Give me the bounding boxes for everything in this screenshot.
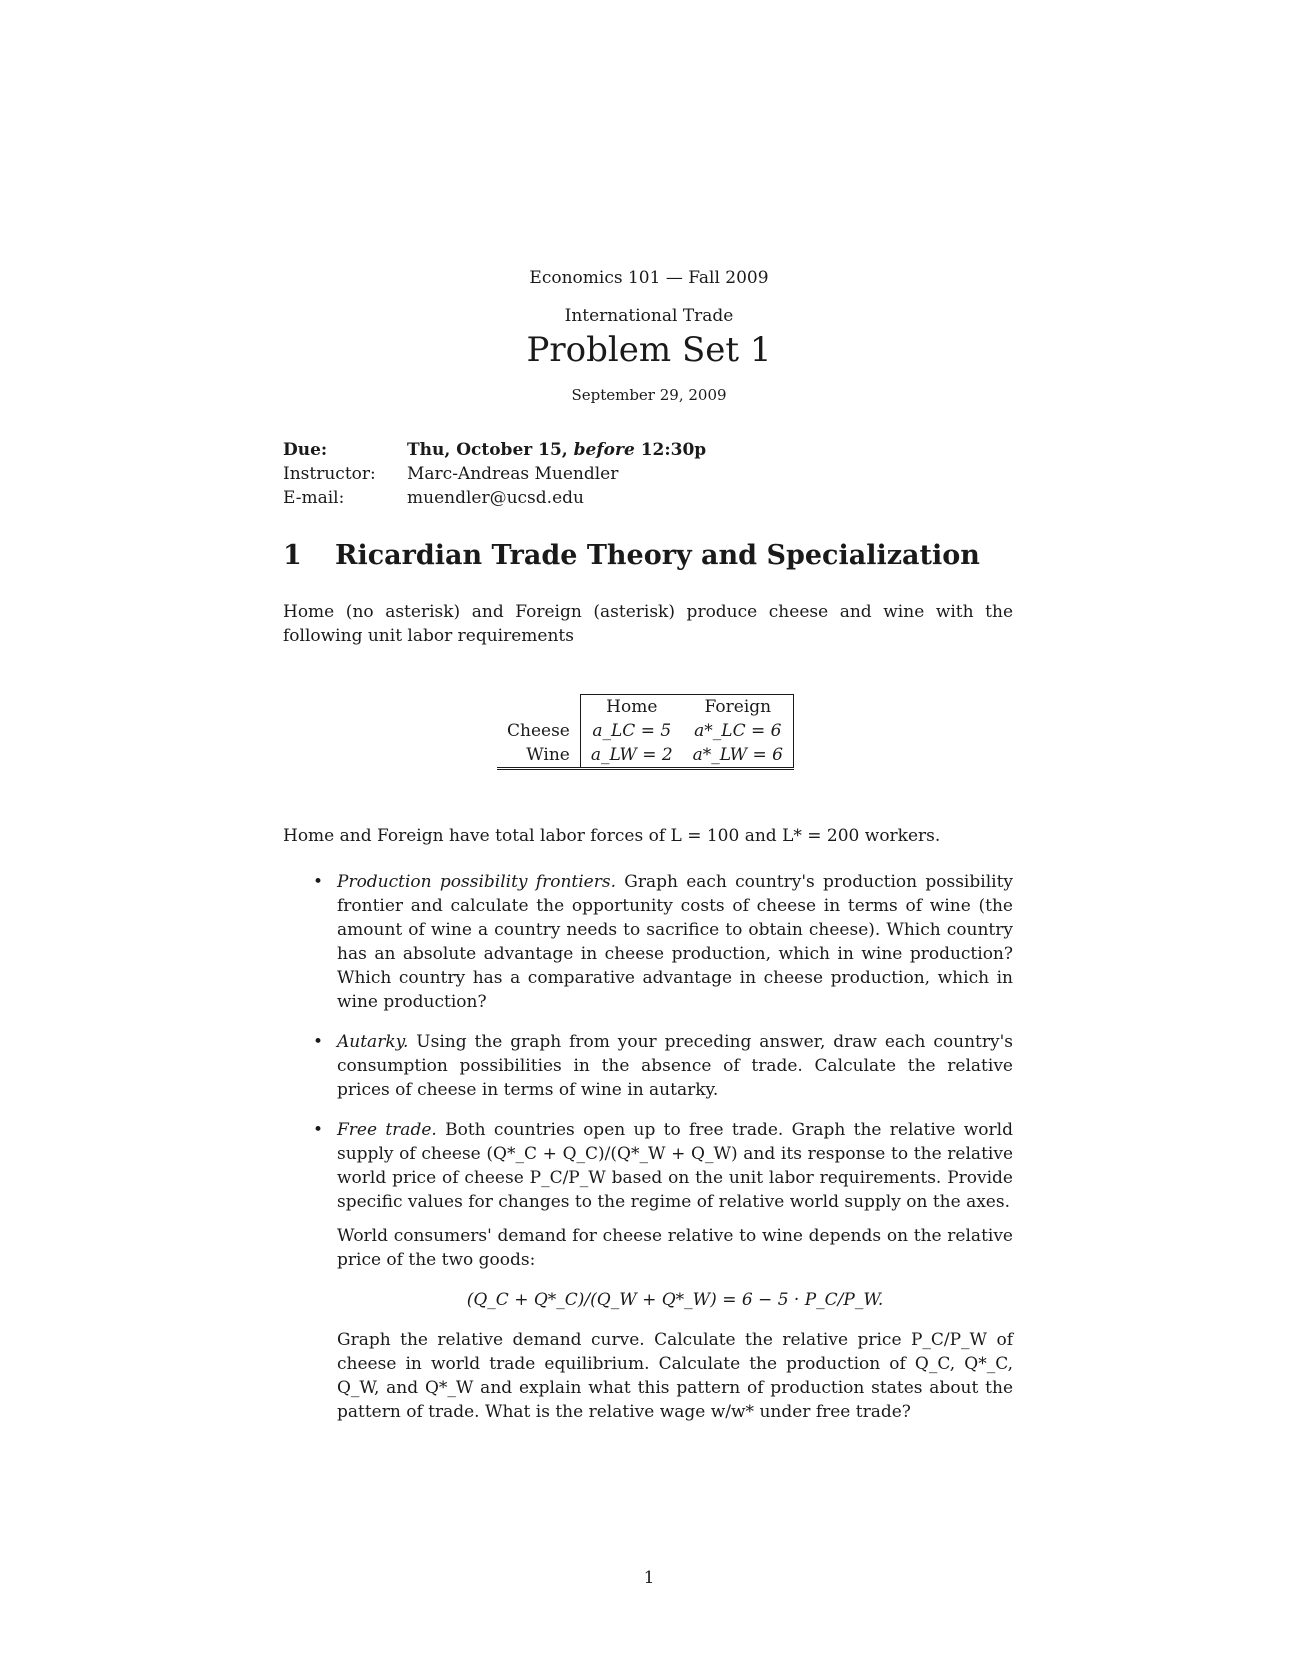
table-cell-home: a_LC = 5 bbox=[592, 721, 672, 741]
item-text: Graph each country's production possibility frontier and calculate the opportunity costs of cheese in terms of wine (the amount of wine a country needs to sacrifice to obtain cheese). Which country has an absolute advantage in cheese production, which in wine production? Which country has a comparative advantage in cheese production, which in wine production? bbox=[337, 872, 1014, 1012]
question-list bbox=[313, 870, 1013, 1440]
table-cell-foreign: a*_LW = 6 bbox=[683, 743, 794, 769]
item-title: Production possibility frontiers. bbox=[337, 872, 616, 892]
page-title: Problem Set 1 bbox=[526, 330, 772, 370]
instructor-row bbox=[283, 462, 706, 486]
page-number: 1 bbox=[643, 1568, 655, 1588]
instructor-label: Instructor: bbox=[283, 464, 376, 484]
bullet-icon: • bbox=[313, 872, 324, 892]
course-line: Economics 101 — Fall 2009 bbox=[529, 268, 769, 288]
due-value-part1: Thu, October 15, bbox=[407, 440, 568, 460]
table-cell-home: a_LW = 2 bbox=[580, 743, 682, 769]
table-row-label: Cheese bbox=[497, 719, 580, 743]
item-paragraph bbox=[337, 1118, 1013, 1214]
due-label: Due: bbox=[283, 440, 328, 460]
due-value-part2: 12:30p bbox=[640, 440, 707, 460]
table-cell-foreign: a*_LC = 6 bbox=[683, 719, 794, 743]
section-title: Ricardian Trade Theory and Specialization bbox=[335, 540, 980, 571]
item-text: Using the graph from your preceding answer, draw each country's consumption possibilities in the absence of trade. Calculate the relative prices of cheese in terms of wine in autarky. bbox=[337, 1032, 1013, 1100]
email-value[interactable]: muendler@ucsd.edu bbox=[407, 488, 584, 508]
item-text: Both countries open up to free trade. Graph the relative world supply of cheese (Q*_C + Q_C)/(Q*_W + Q_W) and its response to the relative world price of cheese P_C/P_W based on the unit labor requirements. Provide specific values for changes to the regime of relative world supply on the axes. bbox=[337, 1120, 1013, 1212]
item-title: Free trade. bbox=[337, 1120, 437, 1140]
date-line: September 29, 2009 bbox=[571, 386, 727, 404]
bullet-icon: • bbox=[313, 1120, 324, 1140]
instructor-value: Marc-Andreas Muendler bbox=[407, 464, 619, 484]
demand-equation: (Q_C + Q*_C)/(Q_W + Q*_W) = 6 − 5 · P_C/P_W. bbox=[466, 1290, 884, 1310]
table-header-foreign: Foreign bbox=[683, 695, 794, 720]
due-value-emphasis: before bbox=[573, 440, 635, 460]
labor-requirements-table bbox=[497, 694, 794, 770]
email-row bbox=[283, 486, 706, 510]
table-header-home: Home bbox=[580, 695, 682, 720]
table-row bbox=[497, 743, 793, 769]
labor-force-paragraph: Home and Foreign have total labor forces of L = 100 and L* = 200 workers. bbox=[283, 826, 941, 846]
section-number: 1 bbox=[283, 540, 302, 571]
subject-line: International Trade bbox=[564, 306, 734, 326]
item-title: Autarky. bbox=[337, 1032, 409, 1052]
item-paragraph: Graph the relative demand curve. Calculate the relative price P_C/P_W of cheese in world trade equilibrium. Calculate the production of Q_C, Q*_C, Q_W, and Q*_W and explain what this pattern of production states about the pattern of trade. What is the relative wage w/w* under free trade? bbox=[337, 1330, 1013, 1422]
table-row bbox=[497, 719, 793, 743]
table-corner bbox=[497, 695, 580, 720]
intro-paragraph: Home (no asterisk) and Foreign (asterisk) produce cheese and wine with the following unit labor requirements bbox=[283, 602, 1013, 646]
list-item bbox=[313, 1030, 1013, 1102]
due-row bbox=[283, 438, 706, 462]
list-item bbox=[313, 870, 1013, 1014]
table-row-label: Wine bbox=[497, 743, 580, 769]
email-label: E-mail: bbox=[283, 488, 345, 508]
section-heading bbox=[283, 540, 980, 571]
info-block bbox=[283, 438, 706, 510]
item-paragraph: World consumers' demand for cheese relative to wine depends on the relative price of the two goods: bbox=[337, 1226, 1013, 1270]
list-item bbox=[313, 1118, 1013, 1424]
bullet-icon: • bbox=[313, 1032, 324, 1052]
